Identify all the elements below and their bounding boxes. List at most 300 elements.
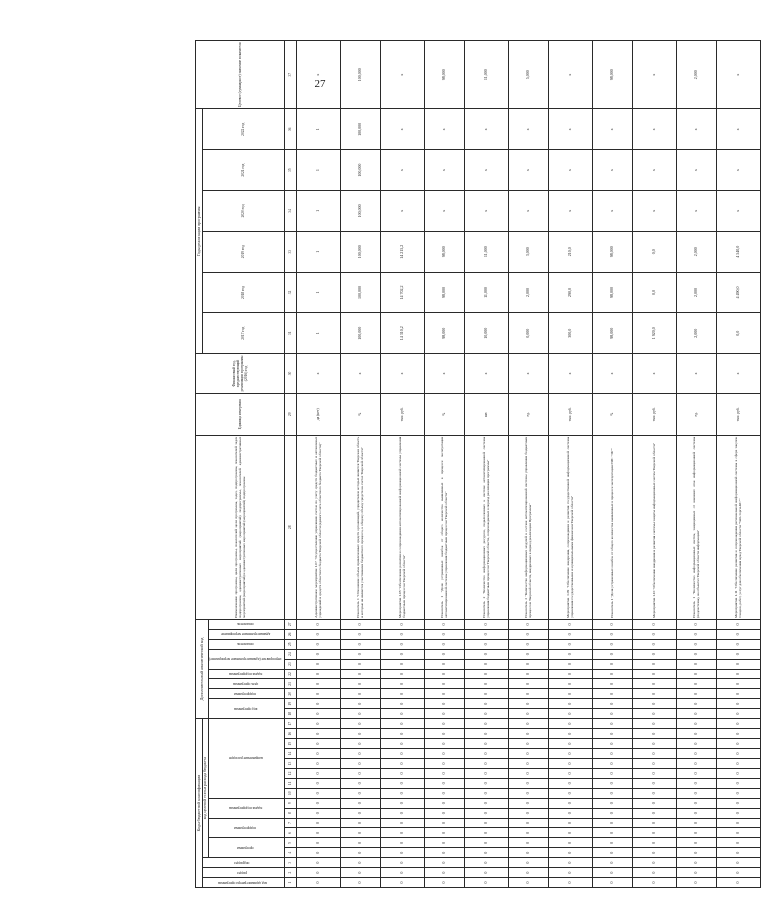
code-cell: 0 (716, 798, 760, 808)
program-table (195, 40, 761, 888)
year-value-cell: 100,000 (340, 231, 380, 272)
code-cell: 0 (548, 878, 592, 888)
code-cell: 0 (464, 838, 508, 848)
code-cell: 0 (716, 729, 760, 739)
year-value-cell: х (676, 109, 716, 150)
code-cell: 0 (676, 629, 716, 639)
code-cell: 0 (632, 768, 676, 778)
code-cell: 0 (424, 669, 464, 679)
code-cell: 0 (676, 719, 716, 729)
code-header-subprogram: подпрограмма (209, 818, 284, 838)
code-cell: 0 (296, 709, 340, 719)
code-cell: 0 (464, 709, 508, 719)
code-cell: 0 (676, 699, 716, 709)
code-cell: 0 (296, 729, 340, 739)
code-cell: 0 (676, 649, 716, 659)
year-value-cell: 98,000 (592, 231, 632, 272)
name-cell: Мероприятие 1.10 "Обеспечение внедрения и развития системы защиты информационных систем Тверской области" (632, 435, 676, 619)
code-cell: 0 (508, 848, 548, 858)
year-value-cell: 1 (296, 191, 340, 232)
code-cell: 0 (296, 808, 340, 818)
year-value-cell: х (424, 109, 464, 150)
year-value-cell: х (464, 150, 508, 191)
code-cell: 0 (296, 719, 340, 729)
code-cell: 0 (508, 659, 548, 669)
year-value-cell: 10,000 (464, 313, 508, 354)
code-cell: 0 (380, 689, 424, 699)
code-cell: 0 (464, 629, 508, 639)
code-cell: 0 (424, 679, 464, 689)
code-cell: 0 (632, 788, 676, 798)
code-cell: 0 (592, 818, 632, 828)
code-cell: 0 (380, 699, 424, 709)
unit-cell: ед. (508, 393, 548, 435)
year-value-cell: 0,0 (632, 231, 676, 272)
code-cell: 0 (296, 679, 340, 689)
code-cell: 0 (716, 848, 760, 858)
code-cell: 0 (592, 709, 632, 719)
code-cell: 0 (592, 798, 632, 808)
code-cell: 0 (464, 828, 508, 838)
code-cell: 0 (676, 818, 716, 828)
year-value-cell: 1 (296, 272, 340, 313)
code-cell: 0 (508, 729, 548, 739)
code-cell: 0 (676, 828, 716, 838)
code-cell: 0 (296, 749, 340, 759)
code-cell: 0 (592, 639, 632, 649)
code-cell: 0 (592, 749, 632, 759)
code-cell: 0 (716, 818, 760, 828)
code-cell: 0 (464, 778, 508, 788)
year-value-cell: 0,0 (632, 272, 676, 313)
code-cell: 0 (424, 828, 464, 838)
code-cell: 0 (716, 739, 760, 749)
code-cell: 0 (508, 649, 548, 659)
code-cell: 0 (676, 659, 716, 669)
year-value-cell: 98,000 (424, 231, 464, 272)
code-cell: 0 (592, 759, 632, 769)
code-cell: 0 (464, 788, 508, 798)
code-cell: 0 (632, 619, 676, 629)
code-cell: 0 (340, 709, 380, 719)
year-header-2017: 2017 год (202, 313, 284, 354)
code-cell: 0 (380, 749, 424, 759)
code-cell: 0 (464, 749, 508, 759)
target-value-cell: х (296, 41, 340, 109)
name-cell: Показатель 3 "Количество информационных модулей в составе автоматизированной системы управления бюджетным процессом Тверской области, внедренных в период реализации Программы" (508, 435, 548, 619)
column-index: 10 (284, 788, 296, 798)
code-cell: 0 (380, 878, 424, 888)
unit-cell: % (340, 393, 380, 435)
code-cell: 0 (464, 619, 508, 629)
code-cell: 0 (380, 828, 424, 838)
code-cell: 0 (296, 878, 340, 888)
column-index: 35 (284, 150, 296, 191)
code-cell: 0 (380, 778, 424, 788)
code-cell: 0 (464, 808, 508, 818)
code-cell: 0 (508, 768, 548, 778)
year-value-cell: х (424, 191, 464, 232)
code-cell: 0 (632, 649, 676, 659)
code-cell: 0 (676, 768, 716, 778)
code-cell: 0 (380, 619, 424, 629)
code-cell: 0 (592, 768, 632, 778)
code-cell: 0 (508, 788, 548, 798)
year-value-cell: 100,000 (340, 272, 380, 313)
table-row (296, 41, 340, 888)
column-index: 21 (284, 679, 296, 689)
code-cell: 0 (592, 659, 632, 669)
target-value-cell: 98,000 (424, 41, 464, 109)
base-year-cell: х (508, 354, 548, 394)
code-cell: 0 (464, 699, 508, 709)
code-cell: 0 (296, 858, 340, 868)
year-value-cell: 14 310,2 (380, 313, 424, 354)
code-cell: 0 (716, 788, 760, 798)
code-cell: 0 (592, 828, 632, 838)
code-cell: 0 (676, 689, 716, 699)
code-cell: 0 (380, 848, 424, 858)
name-cell: Показатель 1 "Отношение объема привлеченных средств организаций, учредителем которых является Тверская область и которые не являются участниками бюджетного процесса, к общему объему средств на счетах Тверской области" (340, 435, 380, 619)
code-cell: 0 (424, 848, 464, 858)
code-cell: 0 (716, 768, 760, 778)
year-value-cell: х (380, 150, 424, 191)
code-cell: 0 (716, 828, 760, 838)
code-cell: 0 (716, 759, 760, 769)
code-cell: 0 (508, 749, 548, 759)
code-header-admin-measure: административное мероприятие (209, 629, 284, 639)
code-cell: 0 (424, 659, 464, 669)
code-cell: 0 (340, 808, 380, 818)
code-cell: 0 (464, 679, 508, 689)
code-cell: 0 (548, 778, 592, 788)
unit-cell: ед. (676, 393, 716, 435)
code-cell: 0 (340, 649, 380, 659)
code-cell: 0 (380, 868, 424, 878)
code-cell: 0 (424, 749, 464, 759)
year-header-2020: 2020 год (202, 191, 284, 232)
table-row (548, 41, 592, 888)
year-value-cell: 100,000 (340, 150, 380, 191)
code-cell: 0 (592, 669, 632, 679)
code-cell: 0 (340, 629, 380, 639)
column-index: 20 (284, 689, 296, 699)
year-value-cell: х (508, 191, 548, 232)
code-cell: 0 (508, 689, 548, 699)
year-header-2019: 2019 год (202, 231, 284, 272)
year-value-cell: 100,000 (340, 109, 380, 150)
code-cell: 0 (296, 739, 340, 749)
code-cell: 0 (676, 868, 716, 878)
name-cell: Показатель 1 "Доля устраненных ошибок от общего количества выявленных в процессе эксплуатации ГИС "ЭБ"" (592, 435, 632, 619)
code-cell: 0 (548, 818, 592, 828)
year-value-cell: 0,0 (716, 313, 760, 354)
code-cell: 0 (424, 818, 464, 828)
code-cell: 0 (548, 629, 592, 639)
code-cell: 0 (508, 868, 548, 878)
code-cell: 0 (716, 719, 760, 729)
code-cell: 0 (632, 629, 676, 639)
year-value-cell: 2,000 (676, 231, 716, 272)
code-cell: 0 (676, 759, 716, 769)
unit-cell: шт. (464, 393, 508, 435)
year-value-cell: х (676, 191, 716, 232)
code-cell: 0 (380, 818, 424, 828)
code-cell: 0 (676, 749, 716, 759)
code-cell: 0 (296, 629, 340, 639)
year-value-cell: 14 702,2 (380, 272, 424, 313)
code-cell: 0 (340, 818, 380, 828)
code-cell: 0 (340, 838, 380, 848)
code-cell: 0 (632, 848, 676, 858)
code-cell: 0 (464, 759, 508, 769)
year-value-cell: х (716, 150, 760, 191)
unit-cell: % (592, 393, 632, 435)
base-year-cell: х (380, 354, 424, 394)
year-value-cell: 14 215,2 (380, 231, 424, 272)
column-index: 37 (284, 41, 296, 109)
year-value-cell: х (632, 191, 676, 232)
code-cell: 0 (340, 659, 380, 669)
code-cell: 0 (464, 729, 508, 739)
code-cell: 0 (296, 788, 340, 798)
code-cell: 0 (548, 858, 592, 868)
code-cell: 0 (632, 729, 676, 739)
year-value-cell: 1 (296, 109, 340, 150)
year-value-cell: 300,0 (548, 313, 592, 354)
code-cell: 0 (676, 878, 716, 888)
target-value-cell: х (716, 41, 760, 109)
column-index: 9 (284, 798, 296, 808)
year-value-cell: х (464, 191, 508, 232)
code-header-indicator: показатель (209, 639, 284, 649)
code-cell: 0 (632, 858, 676, 868)
code-cell: 0 (716, 669, 760, 679)
year-value-cell: 4 490,0 (716, 272, 760, 313)
column-index: 24 (284, 649, 296, 659)
code-cell: 0 (380, 659, 424, 669)
code-cell: 0 (340, 798, 380, 808)
code-cell: 0 (632, 878, 676, 888)
code-cell: 0 (592, 679, 632, 689)
code-cell: 0 (592, 788, 632, 798)
table-row (592, 41, 632, 888)
target-value-cell: 100,000 (340, 41, 380, 109)
code-cell: 0 (632, 679, 676, 689)
code-cell: 0 (548, 719, 592, 729)
base-year-cell: х (676, 354, 716, 394)
column-index: 17 (284, 719, 296, 729)
code-cell: 0 (716, 639, 760, 649)
column-index-row (284, 41, 296, 888)
code-cell: 0 (632, 669, 676, 679)
code-cell: 0 (380, 798, 424, 808)
year-header-2021: 2021 год (202, 150, 284, 191)
code-cell: 0 (676, 709, 716, 719)
code-cell: 0 (592, 858, 632, 868)
code-cell: 0 (424, 709, 464, 719)
code-cell: 0 (548, 729, 592, 739)
code-cell: 0 (296, 759, 340, 769)
code-cell: 0 (296, 659, 340, 669)
code-cell: 0 (380, 649, 424, 659)
code-cell: 0 (380, 709, 424, 719)
year-value-cell: х (424, 150, 464, 191)
code-cell: 0 (592, 699, 632, 709)
code-header-indicator-2: показатель (209, 619, 284, 629)
years-header: Годы реализации программы (196, 109, 203, 354)
code-header-program-code: код программы (209, 699, 284, 719)
name-cell: Показатель 1 "Доля устраненных ошибок от общего количества выявленных в процессе эксплуатации автоматизированной системы управления бюджетным процессом Тверской области" (424, 435, 464, 619)
code-cell: 0 (716, 649, 760, 659)
name-cell: Мероприятие 1.09 "Обеспечение внедрения, сопровождения и развития государственной информационной системы управления государственными и муниципальными финансами Тверской области" (548, 435, 592, 619)
code-cell: 0 (548, 659, 592, 669)
code-cell: 0 (508, 739, 548, 749)
code-cell: 0 (548, 709, 592, 719)
year-value-cell: 11,000 (464, 231, 508, 272)
year-value-cell: 100,000 (340, 313, 380, 354)
code-cell: 0 (424, 778, 464, 788)
code-cell: 0 (716, 619, 760, 629)
code-cell: 0 (340, 679, 380, 689)
code-cell: 0 (508, 709, 548, 719)
code-cell: 0 (676, 739, 716, 749)
year-value-cell: х (464, 109, 508, 150)
table-row (424, 41, 464, 888)
year-value-cell: 98,000 (424, 313, 464, 354)
code-cell: 0 (508, 699, 548, 709)
code-header-direction: направление расходов (209, 719, 284, 799)
code-cell: 0 (380, 739, 424, 749)
code-cell: 0 (340, 729, 380, 739)
year-value-cell: х (632, 109, 676, 150)
code-cell: 0 (296, 838, 340, 848)
code-cell: 0 (464, 689, 508, 699)
column-index: 29 (284, 393, 296, 435)
unit-cell: тыс. руб. (380, 393, 424, 435)
code-cell: 0 (716, 858, 760, 868)
year-value-cell: х (592, 109, 632, 150)
unit-header: Единица измерения (196, 393, 285, 435)
year-header-2018: 2018 год (202, 272, 284, 313)
code-cell: 0 (632, 749, 676, 759)
code-cell: 0 (424, 759, 464, 769)
code-cell: 0 (676, 808, 716, 818)
code-cell: 0 (340, 739, 380, 749)
code-cell: 0 (676, 788, 716, 798)
code-cell: 0 (296, 619, 340, 629)
code-cell: 0 (464, 659, 508, 669)
code-cell: 0 (424, 639, 464, 649)
code-cell: 0 (424, 798, 464, 808)
code-header-goal: цель программы (209, 679, 284, 689)
year-value-cell: х (380, 191, 424, 232)
code-cell: 0 (340, 639, 380, 649)
column-index: 19 (284, 699, 296, 709)
column-index: 31 (284, 313, 296, 354)
code-cell: 0 (548, 699, 592, 709)
code-cell: 0 (716, 679, 760, 689)
code-cell: 0 (592, 649, 632, 659)
year-value-cell: 2,000 (676, 272, 716, 313)
code-cell: 0 (676, 848, 716, 858)
column-index: 26 (284, 629, 296, 639)
code-cell: 0 (340, 689, 380, 699)
code-cell: 0 (676, 778, 716, 788)
column-index: 28 (284, 435, 296, 619)
code-cell: 0 (548, 808, 592, 818)
code-header-subprogram-2: подпрограмма (209, 689, 284, 699)
code-cell: 0 (548, 689, 592, 699)
code-cell: 0 (464, 858, 508, 868)
code-cell: 0 (424, 739, 464, 749)
code-cell: 0 (632, 709, 676, 719)
column-index: 14 (284, 749, 296, 759)
code-header-subsection: подраздел (202, 858, 284, 868)
column-index: 18 (284, 709, 296, 719)
code-cell: 0 (340, 848, 380, 858)
code-cell: 0 (464, 848, 508, 858)
code-cell: 0 (632, 719, 676, 729)
year-value-cell: 290,0 (548, 272, 592, 313)
code-cell: 0 (296, 848, 340, 858)
table-row (716, 41, 760, 888)
code-cell: 0 (508, 669, 548, 679)
column-index: 3 (284, 858, 296, 868)
code-cell: 0 (716, 709, 760, 719)
base-year-cell: х (592, 354, 632, 394)
year-value-cell: х (716, 191, 760, 232)
code-cell: 0 (464, 649, 508, 659)
additional-code-header: Дополнительный аналитический код (196, 619, 209, 718)
target-value-cell: 11,000 (464, 41, 508, 109)
column-index: 8 (284, 808, 296, 818)
page-number: 27 (314, 78, 326, 90)
code-cell: 0 (676, 798, 716, 808)
code-cell: 0 (592, 739, 632, 749)
year-value-cell: х (592, 191, 632, 232)
year-value-cell: х (508, 150, 548, 191)
column-index: 36 (284, 109, 296, 150)
code-cell: 0 (632, 838, 676, 848)
year-value-cell: 100,000 (340, 191, 380, 232)
column-index: 4 (284, 848, 296, 858)
code-cell: 0 (380, 719, 424, 729)
code-cell: 0 (464, 768, 508, 778)
name-cell: Мероприятие 1.08 "Обеспечение развития и сопровождения автоматизированной информационной системы управления бюджетным процессом Тверской области" (380, 435, 424, 619)
year-value-cell: 1 (296, 231, 340, 272)
code-cell: 0 (380, 788, 424, 798)
code-cell: 0 (508, 828, 548, 838)
code-cell: 0 (592, 729, 632, 739)
name-cell: Показатель 2 "Количество информационных ресурсов, подключенных к системе автоматизированной системы управления бюджетным процессом Тверской области, сопровождаемых в период реализации программы" (464, 435, 508, 619)
year-value-cell: 11,000 (464, 272, 508, 313)
code-cell: 0 (340, 778, 380, 788)
code-cell: 0 (508, 719, 548, 729)
year-value-cell: х (592, 150, 632, 191)
code-cell: 0 (464, 639, 508, 649)
code-cell: 0 (716, 689, 760, 699)
code-cell: 0 (424, 689, 464, 699)
budget-classification-header: Коды бюджетной классификации (196, 719, 203, 888)
target-value-header: Целевое (суммарное) значение показателя (196, 41, 285, 109)
header-row-groups (196, 41, 203, 888)
code-cell: 0 (464, 868, 508, 878)
year-value-cell: 2,000 (508, 272, 548, 313)
column-index: 25 (284, 639, 296, 649)
code-cell: 0 (340, 619, 380, 629)
unit-cell: тыс. руб. (716, 393, 760, 435)
